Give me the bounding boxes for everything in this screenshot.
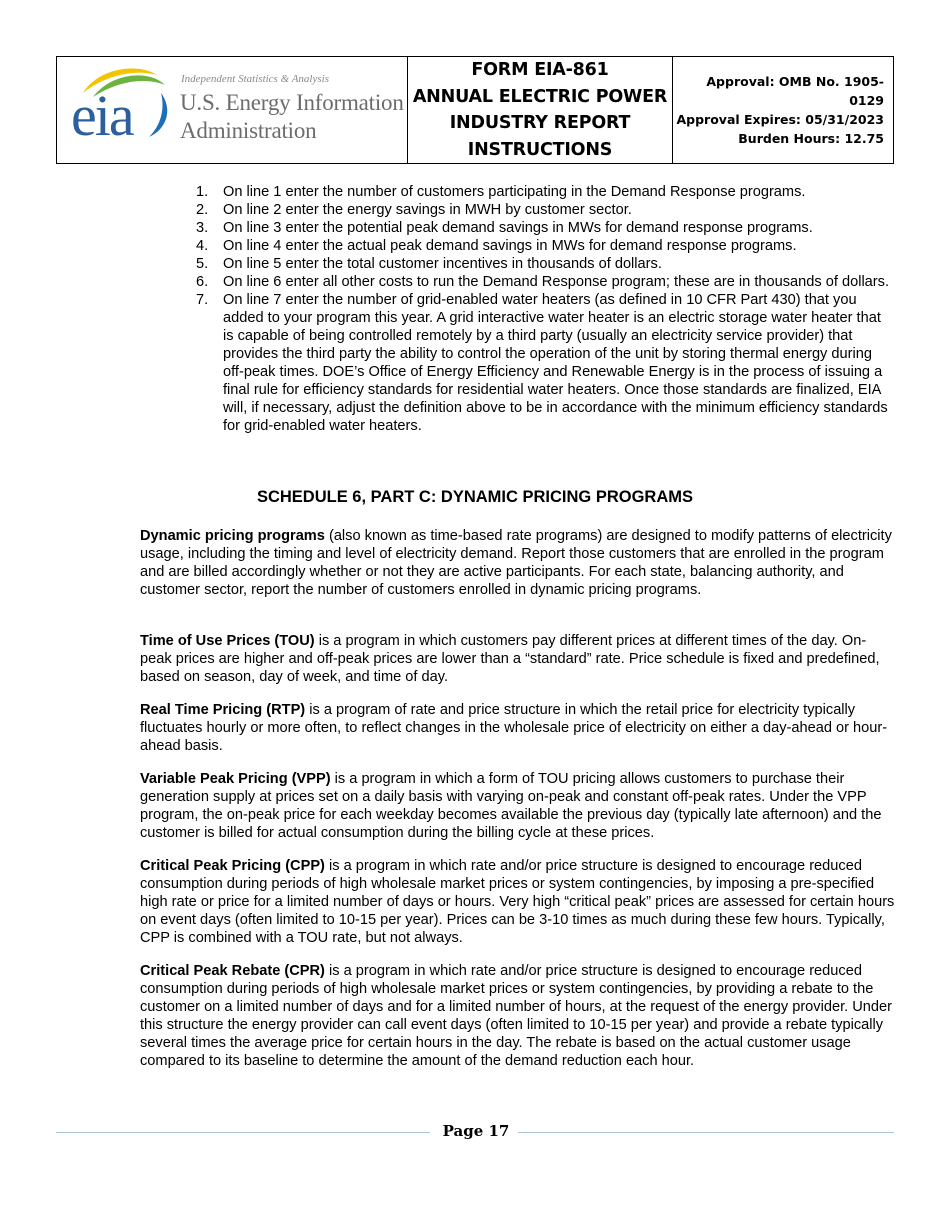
list-item-text: On line 1 enter the number of customers participating in the Demand Response programs.	[223, 184, 806, 200]
form-title-line: INDUSTRY REPORT	[449, 113, 631, 133]
agency-name-line1: U.S. Energy Information	[180, 90, 404, 115]
list-item-number: 4.	[196, 238, 209, 254]
list-item-text: On line 4 enter the actual peak demand savings in MWs for demand response programs.	[223, 238, 797, 254]
list-item	[190, 237, 895, 255]
form-title-cell	[408, 57, 673, 163]
approval-cell	[673, 57, 893, 163]
agency-tagline: Independent Statistics & Analysis	[181, 73, 329, 85]
definition-text: is a program of rate and price structure in which the retail price for electricity typically fluctuates hourly or more often, to reflect changes in the wholesale price of electricity on either a day-ahead or hour-ahead basis.	[140, 702, 888, 754]
list-item	[190, 201, 895, 219]
definition-dynamic-pricing	[140, 527, 895, 599]
definition-text: is a program in which rate and/or price structure is designed to encourage reduced consumption during periods of high wholesale market prices or system contingencies, by imposing a pre-specified high rate or price for a limited number of days or hours. Very high “critical peak” prices are assessed for certain hours on event days (often limited to 10-15 per year). Prices can be 3-10 times as much during these few hours. Typically, CPP is combined with a TOU rate, but not always.	[140, 858, 895, 946]
form-title-line: ANNUAL ELECTRIC POWER	[412, 86, 668, 107]
footer-rule-left	[56, 1132, 430, 1133]
list-item	[190, 291, 895, 435]
definition-text: is a program in which a form of TOU pricing allows customers to purchase their generation supply at prices set on a daily basis with varying on-peak and constant off-peak rates. Under the VPP program, the on-peak price for each weekday becomes available the previous day (typically late afternoon) and the customer is billed for actual consumption during the billing cycle at these prices.	[140, 771, 882, 841]
list-item-number: 2.	[196, 202, 209, 218]
agency-name-line2: Administration	[180, 118, 317, 143]
list-item	[190, 219, 895, 237]
definition-text: is a program in which customers pay different prices at different times of the day. On-peak prices are higher and off-peak prices are lower than a “standard” rate. Price schedule is fixed and predefined, based on season, day of week, and time of day.	[140, 633, 880, 685]
definition-text: is a program in which rate and/or price structure is designed to encourage reduced consumption during periods of high wholesale market prices or system contingencies, by providing a rebate to the customer on a limited number of days and for a limited number of hours, at the request of the energy provider. Under this structure the energy provider can call event days (often limited to 10-15 per year) and provide a rebate typically several times the average price for certain hours in the day. The rebate is based on the actual customer usage compared to its baseline to determine the amount of the demand reduction each hour.	[140, 963, 892, 1069]
definition-term: Variable Peak Pricing (VPP)	[140, 771, 331, 787]
list-item-text: On line 7 enter the number of grid-enabled water heaters (as defined in 10 CFR Part 430) that you added to your program this year. A grid interactive water heater is an electric storage water heater that is capable of being controlled remotely by a third party (usually an electricity service provider) that provides the third party the ability to control the operation of the unit by storing thermal energy during off-peak times. DOE’s Office of Energy Efficiency and Renewable Energy is in the process of issuing a final rule for efficiency standards for residential water heaters. Once those standards are finalized, EIA will, if necessary, adjust the definition above to be in accordance with the minimum efficiency standards for grid-enabled water heaters.	[223, 292, 888, 434]
approval-expiration: Approval Expires: 05/31/2023	[676, 112, 884, 127]
definition-cpp	[140, 857, 895, 947]
agency-logo-cell	[57, 57, 408, 163]
list-item-text: On line 3 enter the potential peak demand savings in MWs for demand response programs.	[223, 220, 813, 236]
section-heading: SCHEDULE 6, PART C: DYNAMIC PRICING PROGRAMS	[256, 488, 694, 506]
list-item-number: 6.	[196, 274, 209, 290]
footer-rule-right	[518, 1132, 894, 1133]
list-item-number: 1.	[196, 184, 209, 200]
definition-term: Critical Peak Rebate (CPR)	[140, 963, 325, 979]
logo-text: eia	[71, 83, 133, 143]
definition-vpp	[140, 770, 895, 842]
form-title	[413, 57, 667, 163]
list-item	[190, 183, 895, 201]
omb-approval-number: Approval: OMB No. 1905-0129	[706, 74, 884, 108]
page-number: Page 17	[442, 1122, 510, 1140]
list-item-number: 3.	[196, 220, 209, 236]
definition-text: (also known as time-based rate programs) are designed to modify patterns of electricity usage, including the timing and level of electricity demand. Report those customers that are enrolled in the program and are billed accordingly whether or not they are active participants. For each state, balancing authority, and customer sector, report the number of customers enrolled in dynamic pricing programs.	[140, 528, 892, 598]
list-item-text: On line 6 enter all other costs to run the Demand Response program; these are in thousands of dollars.	[223, 274, 890, 290]
definition-tou	[140, 632, 895, 686]
form-header	[56, 56, 894, 164]
list-item-text: On line 2 enter the energy savings in MWH by customer sector.	[223, 202, 632, 218]
eia-logo-icon	[69, 63, 179, 143]
list-item-text: On line 5 enter the total customer incentives in thousands of dollars.	[223, 256, 662, 272]
list-item	[190, 255, 895, 273]
burden-hours: Burden Hours: 12.75	[738, 131, 884, 146]
list-item-number: 7.	[196, 292, 209, 308]
definition-term: Real Time Pricing (RTP)	[140, 702, 306, 718]
definition-term: Dynamic pricing programs	[140, 528, 325, 544]
definition-rtp	[140, 701, 895, 755]
definition-term: Time of Use Prices (TOU)	[140, 633, 315, 649]
page-footer	[56, 1120, 894, 1144]
list-item-number: 5.	[196, 256, 209, 272]
definition-cpr	[140, 962, 895, 1070]
form-title-line: INSTRUCTIONS	[467, 139, 613, 160]
form-title-line: FORM EIA-861	[471, 60, 609, 80]
list-item	[190, 273, 895, 291]
definition-term: Critical Peak Pricing (CPP)	[140, 858, 325, 874]
line-instructions-list	[190, 183, 895, 435]
